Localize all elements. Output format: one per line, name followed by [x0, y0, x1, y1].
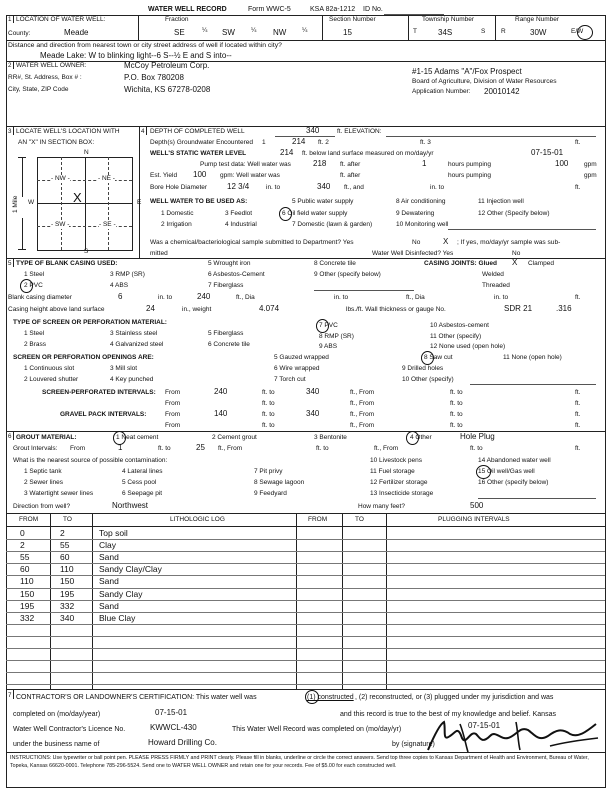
- opening-4[interactable]: 4 Key punched: [110, 376, 154, 383]
- static-label: WELL'S STATIC WATER LEVEL: [150, 150, 247, 157]
- use-6-circle: [279, 207, 292, 221]
- yield-tail: gpm: Well water was: [220, 172, 280, 179]
- static-tail: ft. below land surface measured on mo/day/yr: [302, 150, 434, 157]
- log-from-cell[interactable]: 195: [20, 600, 35, 611]
- diameter-value[interactable]: 6: [118, 292, 123, 301]
- perf-label: SCREEN-PERFORATED INTERVALS:: [42, 389, 156, 396]
- contam-10[interactable]: 10 Livestock pens: [370, 457, 423, 464]
- opening-11[interactable]: 11 None (open hole): [503, 354, 562, 361]
- pump-gpm-value[interactable]: 100: [555, 159, 569, 168]
- log-row-line: [6, 660, 605, 661]
- quarter-2: ¼: [251, 27, 257, 34]
- grout-ft-from-2: ft., From: [374, 445, 399, 452]
- screen-1[interactable]: 1 Steel: [24, 330, 45, 337]
- perf-ft-to-2: ft. to: [450, 389, 463, 396]
- lbs-label: lbs./ft. Wall thickness or gauge No.: [346, 306, 446, 313]
- chem-no-x: X: [443, 237, 449, 246]
- screen-7[interactable]: 7 PVC: [319, 322, 338, 329]
- bore-in-to-2: in. to: [430, 184, 445, 191]
- log-to-cell[interactable]: 55: [60, 540, 70, 551]
- lease-value[interactable]: #1-15 Adams "A"/Fox Prospect: [412, 67, 522, 76]
- opening-8[interactable]: 8 Saw cut: [424, 354, 453, 361]
- section-1-num: 1: [8, 16, 12, 23]
- record-date[interactable]: 07-15-01: [468, 721, 501, 730]
- township-s: S: [481, 28, 486, 35]
- section-3-num: 3: [8, 128, 12, 135]
- gw-ft-2: ft. 2: [318, 139, 329, 146]
- contam-2[interactable]: 2 Sewer lines: [24, 479, 64, 486]
- grout-3[interactable]: 3 Bentonite: [314, 434, 347, 441]
- fraction-label: Fraction: [165, 16, 189, 23]
- casing-9[interactable]: 9 Other (specify below): [314, 271, 381, 278]
- gravel-ft-to-2: ft. to: [450, 411, 463, 418]
- direction-value[interactable]: Northwest: [112, 501, 149, 510]
- static-value[interactable]: 214: [280, 148, 294, 157]
- perf-from-label-2: From: [165, 400, 181, 407]
- opening-7[interactable]: 7 Torch cut: [274, 376, 306, 383]
- business-value[interactable]: Howard Drilling Co.: [148, 738, 217, 747]
- cert-line-1b: , (2) reconstructed, or (3) plugged under my jurisdiction and was: [355, 694, 554, 701]
- contam-6[interactable]: 6 Seepage pit: [122, 490, 163, 497]
- contam-15-circle: [476, 465, 491, 479]
- static-date[interactable]: 07-15-01: [531, 148, 564, 157]
- township-number-label: Township Number: [422, 16, 475, 23]
- use-11[interactable]: 11 Injection well: [478, 198, 524, 205]
- distance-label: Distance and direction from nearest town or city street address of well if located within city?: [8, 42, 282, 49]
- yield-hours: hours pumping: [448, 172, 491, 179]
- log-to-cell[interactable]: 195: [60, 588, 75, 599]
- quarter-3: ¼: [302, 27, 308, 34]
- perf-to-value[interactable]: 340: [306, 387, 320, 396]
- section-number-label: Section Number: [329, 16, 376, 23]
- signature-image: [420, 716, 602, 756]
- how-many-value[interactable]: 500: [470, 501, 484, 510]
- owner-value[interactable]: McCoy Petroleum Corp.: [124, 61, 210, 70]
- screen-3[interactable]: 3 Stainless steel: [110, 330, 158, 337]
- location-label: LOCATION OF WATER WELL:: [16, 16, 106, 23]
- location-x-mark: X: [73, 190, 82, 205]
- log-from-cell[interactable]: 55: [20, 552, 30, 563]
- address-label: RR#, St. Address, Box # :: [8, 74, 82, 81]
- contam-8[interactable]: 8 Sewage lagoon: [254, 479, 305, 486]
- use-12[interactable]: 12 Other (Specify below): [478, 210, 550, 217]
- log-row-line: [6, 575, 605, 576]
- casing-label: TYPE OF BLANK CASING USED:: [16, 260, 118, 267]
- grout-ft-to: ft. to: [158, 445, 171, 452]
- gravel-from-label-2: From: [165, 422, 181, 429]
- quarter-1: ¼: [202, 27, 208, 34]
- gravel-label: GRAVEL PACK INTERVALS:: [60, 411, 147, 418]
- grout-ft-to-3: ft. to: [470, 445, 483, 452]
- casing-1[interactable]: 1 Steel: [24, 271, 45, 278]
- weight-value[interactable]: 4.074: [259, 304, 280, 313]
- use-10[interactable]: 10 Monitoring well: [396, 221, 449, 228]
- casing-8[interactable]: 8 Concrete tile: [314, 260, 356, 267]
- county-value[interactable]: Meade: [64, 28, 89, 37]
- screen-10[interactable]: 10 Asbestos-cement: [430, 322, 489, 329]
- gravel-ft-to-3: ft. to: [262, 422, 275, 429]
- contam-1[interactable]: 1 Septic tank: [24, 468, 62, 475]
- grout-ft-from: ft., From: [218, 445, 243, 452]
- cert-line-2b: and this record is true to the best of my knowledge and belief. Kansas: [340, 711, 556, 718]
- log-row-line: [6, 636, 605, 637]
- use-6[interactable]: 6 Oil field water supply: [282, 210, 348, 217]
- opening-8-circle: [421, 351, 434, 365]
- cert-line-3b: This Water Well Record was completed on (mo/day/yr): [232, 726, 402, 733]
- opening-3[interactable]: 3 Mill slot: [110, 365, 138, 372]
- gauge-value[interactable]: .316: [556, 304, 572, 313]
- se-label: - SE -: [99, 221, 116, 228]
- section-4-num: 4: [141, 128, 145, 135]
- plug-header-from: FROM: [308, 516, 328, 523]
- screen-9[interactable]: 9 ABS: [319, 343, 338, 350]
- log-to-cell[interactable]: 340: [60, 612, 75, 623]
- gravel-ft-from: ft., From: [350, 411, 375, 418]
- diameter-in-to: in. to: [158, 294, 173, 301]
- gw-ft-3: ft. 3: [420, 139, 431, 146]
- gravel-ft-2: ft.: [575, 422, 581, 429]
- bore-to-value[interactable]: 340: [317, 182, 331, 191]
- pump-gpm-label: gpm: [584, 161, 597, 168]
- log-lithology-cell[interactable]: Sandy Clay/Clay: [99, 564, 162, 575]
- height-value[interactable]: 24: [146, 304, 155, 313]
- casing-2-circle: [20, 279, 33, 293]
- gravel-from-label: From: [165, 411, 181, 418]
- height-label: Casing height above land surface: [8, 306, 105, 313]
- distance-value[interactable]: Meade Lake: W to blinking light--6 S--½ E and S into--: [40, 51, 232, 60]
- east-label: E: [137, 199, 142, 206]
- gravel-ft: ft.: [575, 411, 581, 418]
- perf-from-value[interactable]: 240: [214, 387, 228, 396]
- casing-2[interactable]: 2 PVC: [24, 282, 43, 289]
- joints-label: CASING JOINTS: Glued: [424, 260, 497, 267]
- log-from-cell[interactable]: 150: [20, 588, 35, 599]
- grout-intervals-label: Grout Intervals:: [13, 445, 58, 452]
- grout-ft-to-2: ft. to: [316, 445, 329, 452]
- contam-4[interactable]: 4 Lateral lines: [122, 468, 163, 475]
- range-west-circle: [577, 25, 593, 40]
- use-4[interactable]: 4 Industrial: [225, 221, 257, 228]
- id-label: ID No.: [363, 6, 383, 13]
- log-row-line: [6, 612, 605, 613]
- contam-3[interactable]: 3 Watertight sewer lines: [24, 490, 94, 497]
- log-to-cell[interactable]: 2: [60, 528, 65, 538]
- yield-label: Est. Yield: [150, 172, 178, 179]
- log-lithology-cell[interactable]: Sand: [99, 576, 119, 587]
- grout-to-value[interactable]: 25: [196, 443, 205, 452]
- mile-label: 1 Mile: [12, 195, 19, 213]
- log-row-line: [6, 684, 605, 685]
- contam-15[interactable]: 15 Oil well/Gas well: [478, 468, 535, 475]
- cert-line-1a: CONTRACTOR'S OR LANDOWNER'S CERTIFICATION: This water well was: [16, 694, 257, 701]
- casing-7[interactable]: 7 Fiberglass: [208, 282, 244, 289]
- opening-1[interactable]: 1 Continuous slot: [24, 365, 75, 372]
- section-value[interactable]: 15: [343, 28, 352, 37]
- depth-value[interactable]: 340: [306, 126, 320, 135]
- bore-label: Bore Hole Diameter: [150, 184, 208, 191]
- fraction-3[interactable]: NW: [273, 28, 287, 37]
- grout-ft: ft.: [575, 445, 581, 452]
- grout-other-value[interactable]: Hole Plug: [460, 432, 495, 441]
- log-from-cell[interactable]: 110: [20, 576, 34, 587]
- diameter-ft-dia: ft., Dia: [236, 294, 255, 301]
- log-header-to: TO: [63, 516, 72, 523]
- use-8[interactable]: 8 Air conditioning: [396, 198, 446, 205]
- screen-7-circle: [316, 319, 329, 333]
- yield-after: ft. after: [340, 172, 361, 179]
- log-lithology-cell[interactable]: Sand: [99, 552, 119, 563]
- section-2-num: 2: [8, 62, 12, 69]
- use-7[interactable]: 7 Domestic (lawn & garden): [292, 221, 373, 228]
- south-label: S: [84, 248, 89, 255]
- log-lithology-cell[interactable]: Clay: [99, 540, 117, 551]
- grout-4-circle: [406, 431, 419, 445]
- log-lithology-cell[interactable]: Top soil: [99, 528, 128, 538]
- opening-2[interactable]: 2 Louvered shutter: [24, 376, 79, 383]
- section-6-num: 6: [8, 433, 12, 440]
- fraction-1[interactable]: SE: [174, 28, 185, 37]
- height-in-weight: in., weight: [182, 306, 212, 313]
- joints-x: X: [512, 258, 518, 267]
- fraction-2[interactable]: SW: [222, 28, 235, 37]
- how-many-label: How many feet?: [358, 503, 405, 510]
- screen-8[interactable]: 8 RMP (SR): [319, 333, 354, 340]
- use-9[interactable]: 9 Dewatering: [396, 210, 435, 217]
- grout-label: GROUT MATERIAL:: [16, 434, 77, 441]
- perf-ft: ft.: [575, 389, 581, 396]
- diameter-ft-dia-2: ft., Dia: [406, 294, 425, 301]
- cert-line-4a: under the business name of: [13, 741, 100, 748]
- threaded-label[interactable]: Threaded: [482, 282, 510, 289]
- signature-label: by (signature): [392, 741, 435, 748]
- constructed-circle: [305, 690, 319, 704]
- casing-4[interactable]: 4 ABS: [110, 282, 129, 289]
- pump-ft-value[interactable]: 218: [313, 159, 327, 168]
- use-2[interactable]: 2 Irrigation: [161, 221, 192, 228]
- log-lithology-cell[interactable]: Sandy Clay: [99, 588, 143, 599]
- log-from-cell[interactable]: 0: [20, 528, 25, 538]
- log-header-lithologic: LITHOLOGIC LOG: [170, 516, 225, 523]
- perf-ft-to-4: ft. to: [450, 400, 463, 407]
- cert-line-2a: completed on (mo/day/year): [13, 711, 101, 718]
- log-to-cell[interactable]: 150: [60, 576, 75, 587]
- gw-ft-end: ft.: [575, 139, 581, 146]
- log-row-line: [6, 551, 605, 552]
- disinfected-no[interactable]: No: [512, 250, 521, 257]
- form-number: Form WWC-5: [248, 6, 291, 13]
- west-label: W: [28, 199, 35, 206]
- section-5-num: 5: [8, 260, 12, 267]
- log-from-cell[interactable]: 60: [20, 564, 30, 575]
- diameter-to-value[interactable]: 240: [197, 292, 211, 301]
- groundwater-label: Depth(s) Groundwater Encountered: [150, 139, 253, 146]
- log-header-from: FROM: [19, 516, 39, 523]
- locate-label: LOCATE WELL'S LOCATION WITH: [16, 128, 120, 135]
- diameter-ft: ft.: [575, 294, 581, 301]
- contam-14[interactable]: 14 Abandoned water well: [478, 457, 551, 464]
- chem-if-yes: ; If yes, mo/day/yr sample was sub-: [457, 239, 561, 246]
- county-label: County:: [8, 30, 31, 37]
- screen-5[interactable]: 5 Fiberglass: [208, 330, 244, 337]
- use-5[interactable]: 5 Public water supply: [292, 198, 354, 205]
- contam-9[interactable]: 9 Feedyard: [254, 490, 287, 497]
- perf-from-label: From: [165, 389, 181, 396]
- grout-4[interactable]: 4 Other: [410, 434, 432, 441]
- gravel-to-value[interactable]: 340: [306, 409, 320, 418]
- diameter-in-to-2: in. to: [334, 294, 349, 301]
- direction-label: Direction from well?: [13, 503, 71, 510]
- log-row-line: [6, 624, 605, 625]
- pump-hours-value[interactable]: 1: [422, 159, 427, 168]
- grout-1[interactable]: 1 Neat cement: [116, 434, 159, 441]
- log-row-line: [6, 648, 605, 649]
- bore-in-to: in. to: [266, 184, 281, 191]
- address-value[interactable]: P.O. Box 780208: [124, 73, 184, 82]
- opening-10[interactable]: 10 Other (specify): [402, 376, 454, 383]
- diameter-in-to-3: in. to: [494, 294, 509, 301]
- use-1[interactable]: 1 Domestic: [161, 210, 194, 217]
- disinfected-label: Water Well Disinfected? Yes: [372, 250, 454, 257]
- plug-header-to: TO: [355, 516, 364, 523]
- groundwater-num-1: 1: [262, 139, 266, 146]
- screen-12[interactable]: 12 None used (open hole): [430, 343, 506, 350]
- township-t: T: [413, 28, 417, 35]
- use-label: WELL WATER TO BE USED AS:: [150, 198, 248, 205]
- chem-no[interactable]: No: [412, 239, 421, 246]
- north-label: N: [84, 149, 89, 156]
- perf-ft-to-3: ft. to: [262, 400, 275, 407]
- openings-label: SCREEN OR PERFORATION OPENINGS ARE:: [13, 354, 154, 361]
- licence-value[interactable]: KWWCL-430: [150, 723, 197, 732]
- chem-mitted: mitted: [150, 250, 168, 257]
- bore-value[interactable]: 12 3/4: [227, 182, 250, 191]
- log-row-line: [6, 588, 605, 589]
- casing-5[interactable]: 5 Wrought iron: [208, 260, 251, 267]
- city-label: City, State, ZIP Code: [8, 86, 69, 93]
- use-3[interactable]: 3 Feedlot: [225, 210, 253, 217]
- perf-ft-to: ft. to: [262, 389, 275, 396]
- instructions-text: INSTRUCTIONS: Use typewriter or ball point pen. PLEASE PRESS FIRMLY and PRINT clearly. Please fill in blanks, underline or circle the correct answers. Send top three copies to Kansas Department of Health and Environment, Bureau of Water, Topeka, Kansas 66620-0001. Telephone 785-296-5524. Send one to WATER WELL OWNER and retain one for your records. Fee of $5.00 for each constructed well.: [10, 755, 589, 769]
- board-label: Board of Agriculture, Division of Water Resources: [412, 78, 557, 85]
- log-row-line: [6, 600, 605, 601]
- log-to-cell[interactable]: 60: [60, 552, 70, 563]
- contam-16[interactable]: 16 Other (specify below): [478, 479, 549, 486]
- cert-line-3a: Water Well Contractor's Licence No.: [13, 726, 126, 733]
- locate-label-2: AN "X" IN SECTION BOX:: [18, 139, 95, 146]
- log-from-cell[interactable]: 2: [20, 540, 25, 551]
- elevation-label: ft. ELEVATION:: [337, 128, 382, 135]
- log-lithology-cell[interactable]: Sand: [99, 600, 119, 611]
- screen-4[interactable]: 4 Galvanized steel: [110, 341, 164, 348]
- pump-hours-label: hours pumping: [448, 161, 491, 168]
- ne-label: - NE -: [98, 175, 115, 182]
- contam-11[interactable]: 11 Fuel storage: [370, 468, 415, 475]
- range-value[interactable]: 30W: [530, 28, 547, 37]
- clamped-label[interactable]: Clamped: [528, 260, 555, 267]
- contam-5[interactable]: 5 Cess pool: [122, 479, 157, 486]
- opening-6[interactable]: 6 Wire wrapped: [274, 365, 320, 372]
- gravel-from-value[interactable]: 140: [214, 409, 228, 418]
- log-to-cell[interactable]: 332: [60, 600, 75, 611]
- yield-gpm: gpm: [584, 172, 597, 179]
- application-label: Application Number:: [412, 88, 471, 95]
- log-row-line: [6, 563, 605, 564]
- gravel-ft-to: ft. to: [262, 411, 275, 418]
- log-row-line: [6, 539, 605, 540]
- section-7-num: 7: [8, 692, 12, 699]
- welded-label[interactable]: Welded: [482, 271, 504, 278]
- grout-from-value[interactable]: 1: [118, 443, 123, 452]
- contam-13[interactable]: 13 Insecticide storage: [370, 490, 434, 497]
- casing-3[interactable]: 3 RMP (SR): [110, 271, 145, 278]
- perf-ft-from-2: ft., From: [350, 400, 375, 407]
- range-ew: E/W: [571, 28, 584, 35]
- sw-label: - SW -: [51, 221, 70, 228]
- opening-9[interactable]: 9 Drilled holes: [402, 365, 444, 372]
- casing-6[interactable]: 6 Asbestos-Cement: [208, 271, 265, 278]
- form-title: WATER WELL RECORD: [148, 6, 227, 13]
- log-to-cell[interactable]: 110: [60, 564, 74, 575]
- log-lithology-cell[interactable]: Blue Clay: [99, 612, 136, 623]
- grout-from-label: From: [70, 445, 86, 452]
- opening-5[interactable]: 5 Gauzed wrapped: [274, 354, 329, 361]
- nw-label: - NW -: [51, 175, 70, 182]
- grout-2[interactable]: 2 Cement grout: [212, 434, 257, 441]
- application-value[interactable]: 20010142: [484, 87, 520, 96]
- range-r: R: [501, 28, 506, 35]
- bore-ft-and: ft., and: [344, 184, 364, 191]
- diameter-label: Blank casing diameter: [8, 294, 72, 301]
- completed-date[interactable]: 07-15-01: [155, 708, 188, 717]
- bore-ft: ft.: [575, 184, 581, 191]
- screen-11[interactable]: 11 Other (specify): [430, 333, 482, 340]
- ksa-ref: KSA 82a-1212: [310, 6, 356, 13]
- screen-2[interactable]: 2 Brass: [24, 341, 47, 348]
- depth-label: DEPTH OF COMPLETED WELL: [150, 128, 245, 135]
- gravel-ft-from-2: ft., From: [350, 422, 375, 429]
- contam-12[interactable]: 12 Fertilizer storage: [370, 479, 428, 486]
- screen-6[interactable]: 6 Concrete tile: [208, 341, 250, 348]
- chem-question: Was a chemical/bacteriological sample submitted to Department? Yes: [150, 239, 354, 246]
- groundwater-1-value[interactable]: 214: [292, 137, 306, 146]
- perf-ft-2: ft.: [575, 400, 581, 407]
- pump-after: ft. after: [340, 161, 361, 168]
- gravel-ft-to-4: ft. to: [450, 422, 463, 429]
- log-from-cell[interactable]: 332: [20, 612, 35, 623]
- range-number-label: Range Number: [515, 16, 560, 23]
- yield-value[interactable]: 100: [193, 170, 207, 179]
- contam-7[interactable]: 7 Pit privy: [254, 468, 283, 475]
- pump-label: Pump test data: Well water was: [200, 161, 291, 168]
- cert-constructed: (1) constructed: [307, 694, 354, 701]
- perf-ft-from: ft., From: [350, 389, 375, 396]
- plug-header-intervals: PLUGGING INTERVALS: [438, 516, 510, 523]
- log-row-line: [6, 672, 605, 673]
- owner-label: WATER WELL OWNER:: [16, 62, 87, 69]
- township-value[interactable]: 34S: [438, 28, 453, 37]
- contam-label: What is the nearest source of possible contamination:: [13, 457, 168, 464]
- city-value[interactable]: Wichita, KS 67278-0208: [124, 85, 211, 94]
- sdr-value[interactable]: SDR 21: [504, 304, 533, 313]
- screen-label: TYPE OF SCREEN OR PERFORATION MATERIAL:: [13, 319, 167, 326]
